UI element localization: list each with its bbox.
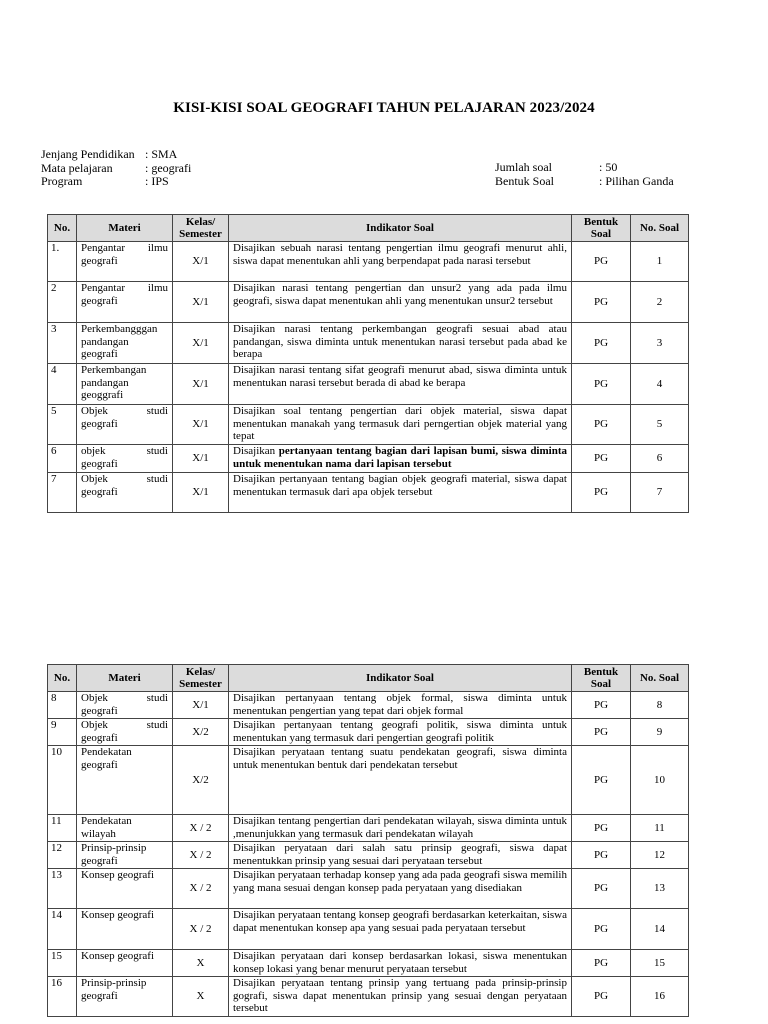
cell-materi: objek studi geografi xyxy=(77,445,173,473)
header-materi: Materi xyxy=(77,665,173,692)
table-row xyxy=(48,445,689,473)
cell-nosoal: 10 xyxy=(631,746,689,815)
cell-indikator: Disajikan sebuah narasi tentang pengertian ilmu geografi menurut ahli, siswa dapat menentukan ahli yang berpendapat pada narasi tersebut xyxy=(229,242,572,282)
cell-kelas: X/2 xyxy=(173,719,229,746)
cell-materi: Objek studi geografi xyxy=(77,405,173,445)
table-header-row xyxy=(48,215,689,242)
cell-nosoal: 13 xyxy=(631,869,689,909)
cell-kelas: X/1 xyxy=(173,364,229,405)
table-row xyxy=(48,815,689,842)
cell-bentuk: PG xyxy=(572,405,631,445)
cell-indikator: Disajikan narasi tentang perkembangan geografi sesuai abad atau pandangan, siswa diminta untuk menentukan narasi tersebut pada abad ke berapa xyxy=(229,323,572,364)
cell-kelas: X xyxy=(173,977,229,1017)
meta-label: Jenjang Pendidikan xyxy=(41,147,135,161)
cell-materi: Objek studi geografi xyxy=(77,473,173,513)
cell-indikator: Disajikan peryataan tentang prinsip yang tertuang pada prinsip-prinsip gografi, siswa dapat menentukan prinsip yang sesuai dengan peryataan tersebut xyxy=(229,977,572,1017)
cell-nosoal: 14 xyxy=(631,909,689,950)
cell-materi: Pengantar ilmu geografi xyxy=(77,282,173,323)
cell-no: 10 xyxy=(48,746,77,815)
cell-nosoal: 11 xyxy=(631,815,689,842)
meta-row-mapel xyxy=(41,162,191,176)
cell-indikator: Disajikan narasi tentang sifat geografi menurut abad, siswa diminta untuk menentukan narasi tersebut berada di abad ke berapa xyxy=(229,364,572,405)
cell-nosoal: 2 xyxy=(631,282,689,323)
table-header-row xyxy=(48,665,689,692)
cell-bentuk: PG xyxy=(572,950,631,977)
cell-nosoal: 8 xyxy=(631,692,689,719)
table-row xyxy=(48,242,689,282)
meta-row-jumlah xyxy=(495,161,674,175)
table-row xyxy=(48,405,689,445)
meta-value: : IPS xyxy=(145,174,169,188)
cell-bentuk: PG xyxy=(572,746,631,815)
cell-nosoal: 12 xyxy=(631,842,689,869)
table-row xyxy=(48,473,689,513)
cell-bentuk: PG xyxy=(572,869,631,909)
cell-materi: Pendekatan wilayah xyxy=(77,815,173,842)
cell-kelas: X/1 xyxy=(173,473,229,513)
cell-no: 2 xyxy=(48,282,77,323)
cell-indikator: Disajikan narasi tentang pengertian dan unsur2 yang ada pada ilmu geografi, siswa dapat menentukan ahli yang menentukan unsur2 tersebut xyxy=(229,282,572,323)
cell-materi: Objek studi geografi xyxy=(77,719,173,746)
cell-kelas: X/1 xyxy=(173,405,229,445)
header-kelas: Kelas/ Semester xyxy=(173,665,229,692)
cell-bentuk: PG xyxy=(572,692,631,719)
cell-nosoal: 16 xyxy=(631,977,689,1017)
table-row xyxy=(48,909,689,950)
header-nosoal: No. Soal xyxy=(631,665,689,692)
cell-no: 9 xyxy=(48,719,77,746)
meta-right xyxy=(495,161,674,188)
cell-indikator: Disajikan pertanyaan tentang bagian dari lapisan bumi, siswa diminta untuk menentukan nama dari lapisan tersebut xyxy=(229,445,572,473)
header-materi: Materi xyxy=(77,215,173,242)
cell-materi: Konsep geografi xyxy=(77,950,173,977)
header-indikator: Indikator Soal xyxy=(229,215,572,242)
cell-kelas: X/1 xyxy=(173,445,229,473)
cell-no: 7 xyxy=(48,473,77,513)
meta-label: Mata pelajaran xyxy=(41,160,113,175)
cell-kelas: X/1 xyxy=(173,282,229,323)
meta-row-program xyxy=(41,175,191,189)
meta-value: : geografi xyxy=(145,160,192,175)
cell-bentuk: PG xyxy=(572,445,631,473)
cell-indikator: Disajikan pertanyaan tentang objek formal, siswa diminta untuk menentukan pengertian yang tepat dari objek formal xyxy=(229,692,572,719)
kisi-table-2 xyxy=(47,664,689,1017)
cell-materi: Pengantar ilmu geografi xyxy=(77,242,173,282)
cell-materi: Prinsip-prinsip geografi xyxy=(77,977,173,1017)
kisi-table-1 xyxy=(47,214,689,513)
cell-kelas: X / 2 xyxy=(173,842,229,869)
cell-kelas: X / 2 xyxy=(173,815,229,842)
header-bentuk: Bentuk Soal xyxy=(572,665,631,692)
table-row xyxy=(48,746,689,815)
cell-bentuk: PG xyxy=(572,323,631,364)
cell-indikator: Disajikan peryataan dari konsep berdasarkan lokasi, siswa menentukan konsep lokasi yang benar menurut peryataan tersebut xyxy=(229,950,572,977)
meta-value: : SMA xyxy=(145,147,178,161)
cell-no: 1. xyxy=(48,242,77,282)
cell-no: 4 xyxy=(48,364,77,405)
cell-bentuk: PG xyxy=(572,719,631,746)
cell-no: 14 xyxy=(48,909,77,950)
meta-row-bentuk xyxy=(495,175,674,189)
header-bentuk: Bentuk Soal xyxy=(572,215,631,242)
cell-materi: Konsep geografi xyxy=(77,869,173,909)
cell-indikator: Disajikan tentang pengertian dari pendekatan wilayah, siswa diminta untuk ,menunjukkan yang termasuk dari pendekatan wilayah xyxy=(229,815,572,842)
cell-indikator: Disajikan peryataan tentang suatu pendekatan geografi, siswa diminta untuk menentukan bentuk dari pendekatan tersebut xyxy=(229,746,572,815)
cell-kelas: X / 2 xyxy=(173,909,229,950)
header-kelas: Kelas/ Semester xyxy=(173,215,229,242)
table-row xyxy=(48,719,689,746)
cell-materi: Prinsip-prinsip geografi xyxy=(77,842,173,869)
table-row xyxy=(48,977,689,1017)
cell-nosoal: 3 xyxy=(631,323,689,364)
cell-bentuk: PG xyxy=(572,909,631,950)
meta-left xyxy=(41,148,191,189)
header-no: No. xyxy=(48,215,77,242)
table-row xyxy=(48,842,689,869)
cell-bentuk: PG xyxy=(572,473,631,513)
cell-kelas: X/1 xyxy=(173,323,229,364)
table-row xyxy=(48,364,689,405)
cell-kelas: X / 2 xyxy=(173,869,229,909)
cell-nosoal: 4 xyxy=(631,364,689,405)
cell-bentuk: PG xyxy=(572,815,631,842)
cell-materi: Perkembangggan pandangan geografi xyxy=(77,323,173,364)
meta-value: : 50 xyxy=(599,160,618,174)
cell-indikator: Disajikan pertanyaan tentang geografi politik, siswa diminta untuk menentukan yang termasuk dari pengertian geografi politik xyxy=(229,719,572,746)
table-row xyxy=(48,282,689,323)
cell-nosoal: 1 xyxy=(631,242,689,282)
cell-nosoal: 7 xyxy=(631,473,689,513)
cell-no: 15 xyxy=(48,950,77,977)
cell-no: 11 xyxy=(48,815,77,842)
cell-indikator: Disajikan peryataan dari salah satu prinsip geografi, siswa dapat menentukkan prinsip yang sesuai dari peryataan tersebut xyxy=(229,842,572,869)
meta-label: Bentuk Soal xyxy=(495,173,554,188)
cell-materi: Pendekatan geografi xyxy=(77,746,173,815)
cell-no: 5 xyxy=(48,405,77,445)
cell-nosoal: 15 xyxy=(631,950,689,977)
header-nosoal: No. Soal xyxy=(631,215,689,242)
cell-bentuk: PG xyxy=(572,282,631,323)
meta-row-jenjang xyxy=(41,148,191,162)
cell-nosoal: 5 xyxy=(631,405,689,445)
cell-indikator: Disajikan pertanyaan tentang bagian objek geografi material, siswa dapat menentukan termasuk dari apa objek tersebut xyxy=(229,473,572,513)
cell-no: 13 xyxy=(48,869,77,909)
meta-label: Jumlah soal xyxy=(495,160,552,174)
cell-kelas: X/1 xyxy=(173,242,229,282)
cell-indikator: Disajikan peryataan terhadap konsep yang ada pada geografi siswa memilih yang mana sesuai dengan konsep pada peryataan yang disediakan xyxy=(229,869,572,909)
cell-materi: Konsep geografi xyxy=(77,909,173,950)
meta-label: Program xyxy=(41,174,83,188)
cell-bentuk: PG xyxy=(572,242,631,282)
cell-indikator: Disajikan peryataan tentang konsep geografi berdasarkan keterkaitan, siswa dapat menentukan konsep apa yang sesuai pada peryataan tersebut xyxy=(229,909,572,950)
cell-no: 3 xyxy=(48,323,77,364)
document-title: KISI-KISI SOAL GEOGRAFI TAHUN PELAJARAN 2023/2024 xyxy=(173,100,595,116)
cell-kelas: X/2 xyxy=(173,746,229,815)
cell-bentuk: PG xyxy=(572,977,631,1017)
cell-nosoal: 6 xyxy=(631,445,689,473)
table-row xyxy=(48,692,689,719)
cell-bentuk: PG xyxy=(572,842,631,869)
cell-materi: Objek studi geografi xyxy=(77,692,173,719)
cell-no: 8 xyxy=(48,692,77,719)
cell-kelas: X/1 xyxy=(173,692,229,719)
table-row xyxy=(48,323,689,364)
cell-no: 16 xyxy=(48,977,77,1017)
cell-bentuk: PG xyxy=(572,364,631,405)
cell-no: 6 xyxy=(48,445,77,473)
header-no: No. xyxy=(48,665,77,692)
cell-no: 12 xyxy=(48,842,77,869)
cell-nosoal: 9 xyxy=(631,719,689,746)
cell-kelas: X xyxy=(173,950,229,977)
table-row xyxy=(48,950,689,977)
header-indikator: Indikator Soal xyxy=(229,665,572,692)
cell-indikator: Disajikan soal tentang pengertian dari objek material, siswa dapat menentukan manakah yang termasuk dari perngertian objek material yang tepat xyxy=(229,405,572,445)
table-row xyxy=(48,869,689,909)
cell-materi: Perkembangan pandangan geoggrafi xyxy=(77,364,173,405)
meta-value: : Pilihan Ganda xyxy=(599,173,674,188)
